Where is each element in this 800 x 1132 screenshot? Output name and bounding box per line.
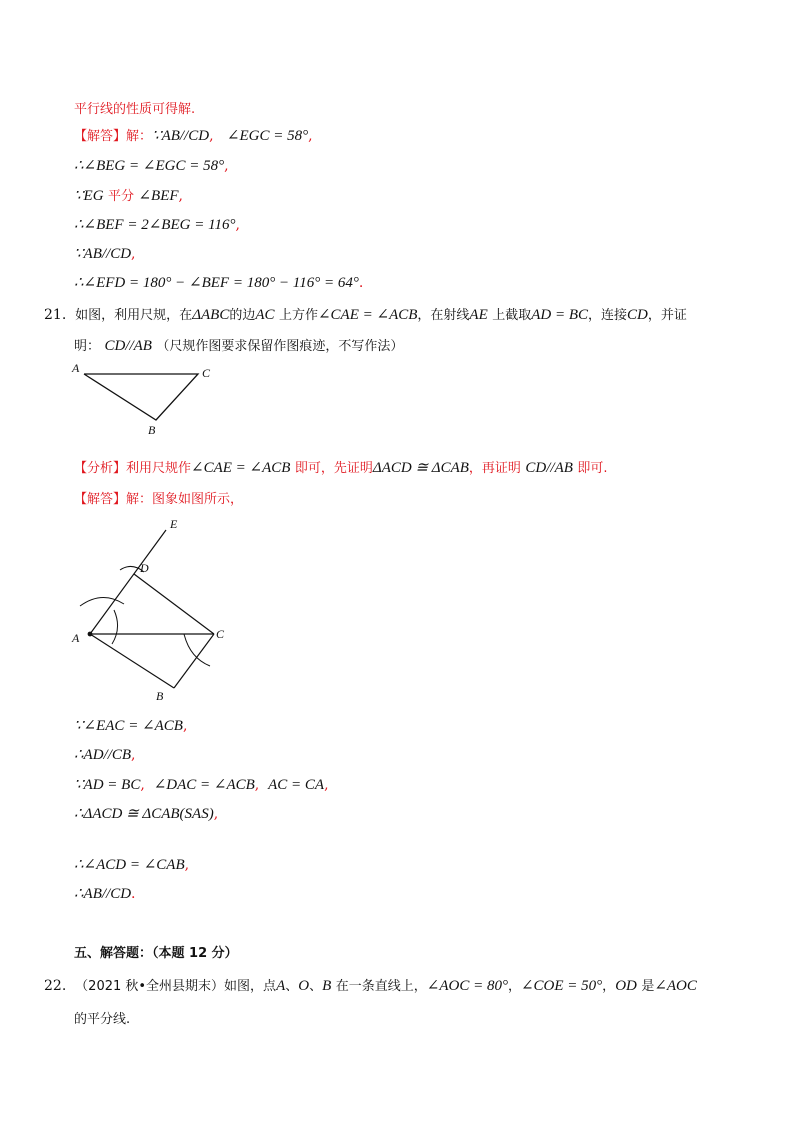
formula-o: O <box>298 978 310 994</box>
comma: , <box>254 777 260 793</box>
arc-at-c <box>184 634 210 666</box>
formula-triangle-abc: ΔABC <box>192 307 230 323</box>
formula-aoc: ∠AOC <box>654 978 697 994</box>
q21-proof-line-1 <box>74 716 187 736</box>
formula-bef: ∠BEF <box>138 188 179 204</box>
triangle-abc-figure <box>68 360 228 440</box>
comma: , <box>140 777 145 793</box>
period: . <box>358 275 364 291</box>
formula-bef-116: ∴∠BEF = 2∠BEG = 116° <box>74 217 236 233</box>
q21-analysis <box>74 458 607 479</box>
formula-od: OD <box>615 978 637 994</box>
formula-ab-cd-2: ∵AB//CD <box>74 246 132 262</box>
formula-ae: AE <box>469 307 488 323</box>
question-number: 22. <box>44 978 67 994</box>
q21-proof-line-2 <box>74 745 136 765</box>
formula-cd-ab: CD//AB <box>525 460 573 476</box>
label-c: C <box>202 366 211 380</box>
comma: , <box>184 857 190 873</box>
formula-coe-50: ∠COE = 50° <box>520 978 603 994</box>
construction-figure <box>66 510 246 710</box>
analysis-text: ，再证明 <box>468 461 521 476</box>
comma: , <box>209 128 214 144</box>
comma: , <box>308 128 313 144</box>
q21-answer-tag: 【解答】解：图象如图所示， <box>74 492 244 507</box>
comma: , <box>324 777 329 793</box>
arc-transfer <box>80 597 124 606</box>
formula-eac-acb: ∵∠EAC = ∠ACB <box>74 718 183 734</box>
since-symbol: ∵ <box>152 128 162 144</box>
stem-text: ， <box>602 979 616 994</box>
formula-eg: ∵EG <box>74 188 104 204</box>
formula-ad-bc: ∵AD = BC <box>74 777 141 793</box>
period: . <box>131 886 136 902</box>
q20-answer-line-1 <box>74 126 313 147</box>
separator: 、 <box>285 979 299 994</box>
comma: , <box>178 188 183 204</box>
analysis-text: 【分析】利用尺规作 <box>74 461 192 476</box>
bisects-text: 平分 <box>108 189 135 204</box>
label-b: B <box>156 689 164 703</box>
q21-proof-line-3 <box>74 775 329 795</box>
separator: 、 <box>309 979 323 994</box>
comma: , <box>235 217 240 233</box>
formula-b: B <box>322 978 332 994</box>
label-a: A <box>72 631 80 645</box>
formula-beg-egc: ∴∠BEG = ∠EGC = 58° <box>74 158 225 174</box>
formula-angles: ∠CAE = ∠ACB <box>191 460 291 476</box>
stem-text: （尺规作图要求保留作图痕迹，不写作法） <box>156 339 404 354</box>
formula-efd-64: ∴∠EFD = 180° − ∠BEF = 180° − 116° = 64° <box>74 275 359 291</box>
q21-stem-line-1 <box>44 305 687 326</box>
comma: , <box>224 158 229 174</box>
label-c: C <box>216 627 225 641</box>
question-number: 21. <box>44 307 67 323</box>
stem-text: ， <box>507 979 521 994</box>
stem-text: 明： <box>74 339 101 354</box>
analysis-text: 即可，先证明 <box>294 461 373 476</box>
formula-cd-ab: CD//AB <box>104 338 152 354</box>
q20-answer-line-4 <box>74 215 240 235</box>
q20-answer-line-3 <box>74 186 183 207</box>
stem-text: 上截取 <box>492 308 532 323</box>
comma: , <box>213 806 219 822</box>
comma: , <box>131 747 136 763</box>
arc-at-a <box>112 610 118 644</box>
stem-text: 是 <box>641 979 655 994</box>
formula-cd: CD <box>627 307 648 323</box>
formula-ad-bc: AD = BC <box>531 307 589 323</box>
formula-ac-ca: AC = CA <box>268 777 325 793</box>
ray-ae <box>90 530 166 634</box>
stem-text: ，在射线 <box>417 308 470 323</box>
q20-answer-line-2 <box>74 156 229 176</box>
formula-angles: ∠CAE = ∠ACB <box>317 307 418 323</box>
formula-egc: ∠EGC = 58° <box>226 128 309 144</box>
formula-congruent-sas: ∴ΔACD ≅ ΔCAB(SAS) <box>74 806 214 822</box>
q21-proof-line-5 <box>74 855 189 875</box>
segment-bc <box>174 634 214 688</box>
q20-answer-line-6 <box>74 273 363 293</box>
formula-dac-acb: ∠DAC = ∠ACB <box>153 777 255 793</box>
label-e: E <box>170 517 178 531</box>
stem-text: ，连接 <box>588 308 628 323</box>
label-d: D <box>140 561 149 575</box>
stem-text: 上方作 <box>278 308 318 323</box>
formula-ad-cb: ∴AD//CB <box>74 747 132 763</box>
q20-tail-text: 平行线的性质可得解. <box>74 102 196 117</box>
label-a: A <box>72 361 80 375</box>
segment-dc <box>134 574 214 634</box>
stem-text: （2021 秋•全州县期末）如图，点 <box>75 979 277 994</box>
formula-congruent: ΔACD ≅ ΔCAB <box>372 460 469 476</box>
comma: , <box>182 718 188 734</box>
stem-text: ，并证 <box>647 308 687 323</box>
formula-acd-cab: ∴∠ACD = ∠CAB <box>74 857 185 873</box>
formula-aoc-80: ∠AOC = 80° <box>426 978 508 994</box>
label-b: B <box>148 423 156 437</box>
section-title: 五、解答题：（本题 12 分） <box>74 946 238 961</box>
stem-text: 如图，利用尺规，在 <box>75 308 193 323</box>
formula-ab-cd: AB//CD <box>161 128 210 144</box>
comma: , <box>131 246 136 262</box>
segment-ab <box>90 634 174 688</box>
answer-tag: 【解答】解： <box>74 129 153 144</box>
triangle-abc-outline <box>84 374 198 420</box>
formula-a: A <box>276 978 286 994</box>
q22-stem-line-1 <box>44 976 697 997</box>
q21-stem-line-2 <box>74 336 403 357</box>
q21-proof-line-4 <box>74 804 218 824</box>
formula-ac: AC <box>255 307 275 323</box>
point-a <box>88 632 93 637</box>
q22-stem-line-2: 的平分线. <box>74 1012 131 1027</box>
q21-proof-line-6 <box>74 884 136 904</box>
formula-ab-cd: ∴AB//CD <box>74 886 132 902</box>
q20-answer-line-5 <box>74 244 136 264</box>
analysis-text: 即可. <box>577 461 608 476</box>
stem-text: 在一条直线上， <box>335 979 427 994</box>
stem-text: 的边 <box>229 308 256 323</box>
